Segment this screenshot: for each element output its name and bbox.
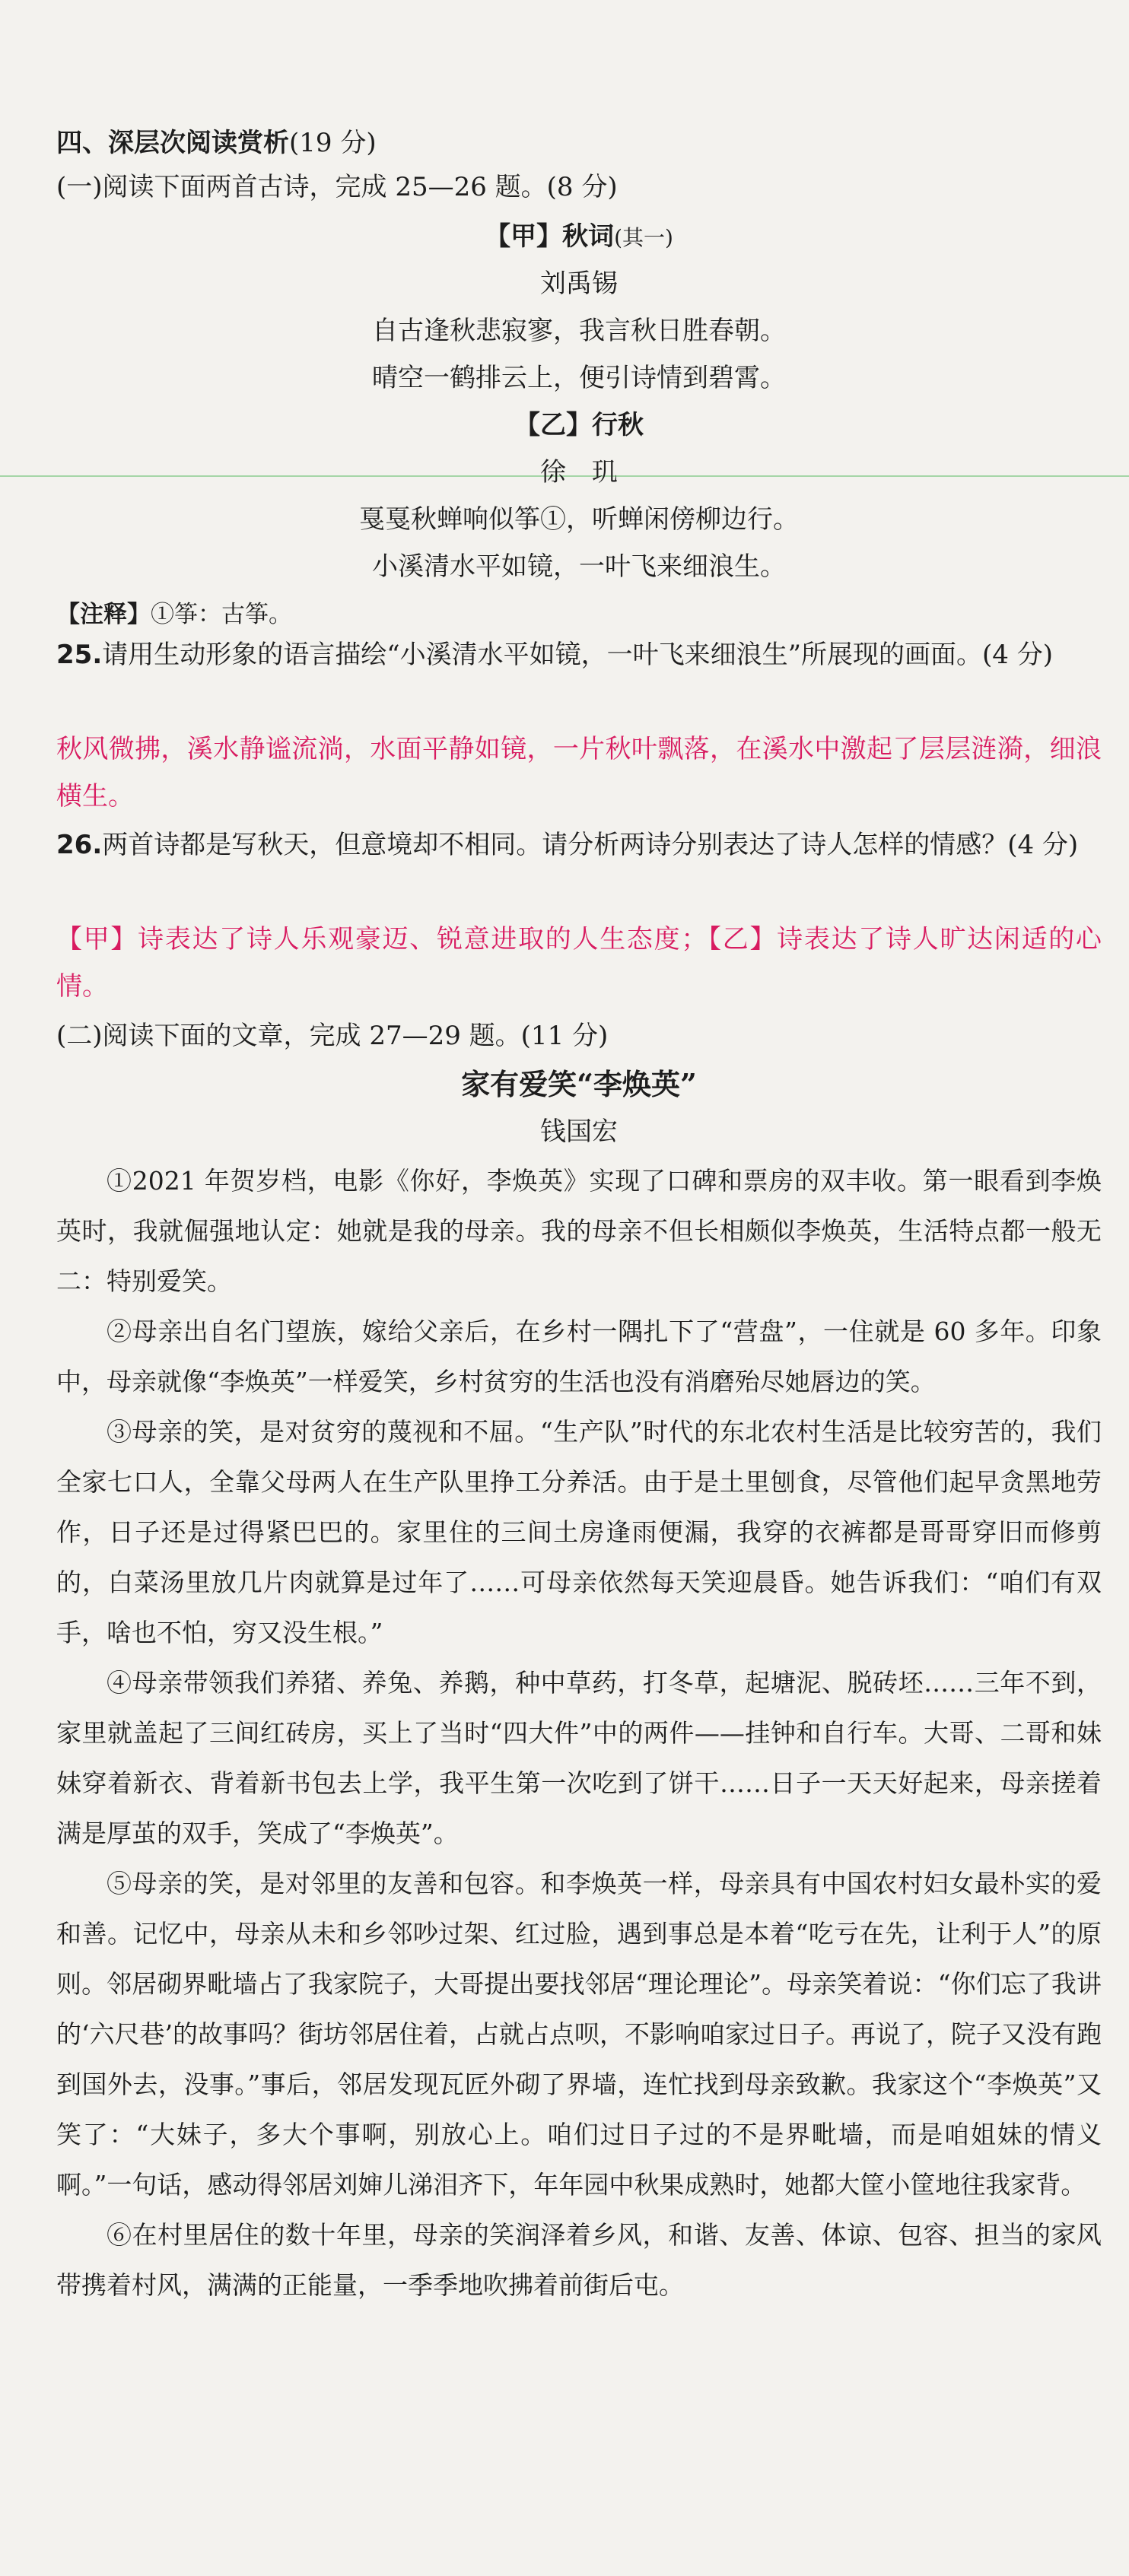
q26-answer: 【甲】诗表达了诗人乐观豪迈、锐意进取的人生态度；【乙】诗表达了诗人旷达闲适的心情。 (56, 924, 1102, 1002)
poem-b-title: 【乙】行秋 (514, 410, 644, 440)
article-title: 家有爱笑“李焕英” (461, 1067, 697, 1101)
section-points: (19 分) (289, 128, 377, 158)
article-body (56, 1156, 1102, 2311)
part2-instruction: (二)阅读下面的文章，完成 27—29 题。(11 分) (56, 1021, 609, 1051)
article-paragraph-4: ④母亲带领我们养猪、养兔、养鹅，种中草药，打冬草，起塘泥、脱砖坯……三年不到，家里就盖起了三间红砖房，买上了当时“四大件”中的两件——挂钟和自行车。大哥、二哥和妹妹穿着新衣、背着新书包去上学，我平生第一次吃到了饼干……日子一天天好起来，母亲搓着满是厚茧的双手，笑成了“李焕英”。 (56, 1668, 1102, 1848)
q25-answer: 秋风微拂，溪水静谧流淌，水面平静如镜，一片秋叶飘落，在溪水中激起了层层涟漪，细浪横生。 (56, 734, 1102, 812)
note-text: ①筝：古筝。 (151, 601, 292, 628)
poem-b-author: 徐 玑 (540, 457, 618, 488)
article-paragraph-3: ③母亲的笑，是对贫穷的蔑视和不屈。“生产队”时代的东北农村生活是比较穷苦的，我们全家七口人，全靠父母两人在生产队里挣工分养活。由于是土里刨食，尽管他们起早贪黑地劳作，日子还是过得紧巴巴的。家里住的三间土房逢雨便漏，我穿的衣裤都是哥哥穿旧而修剪的，白菜汤里放几片肉就算是过年了……可母亲依然每天笑迎晨昏。她告诉我们：“咱们有双手，啥也不怕，穷又没生根。” (56, 1417, 1102, 1647)
article-paragraph-1: ①2021 年贺岁档，电影《你好，李焕英》实现了口碑和票房的双丰收。第一眼看到李焕英时，我就倔强地认定：她就是我的母亲。我的母亲不但长相颇似李焕英，生活特点都一般无二：特别爱笑。 (56, 1166, 1102, 1296)
note-label: 【注释】 (56, 601, 151, 628)
article-paragraph-5: ⑤母亲的笑，是对邻里的友善和包容。和李焕英一样，母亲具有中国农村妇女最朴实的爱和善。记忆中，母亲从未和乡邻吵过架、红过脸，遇到事总是本着“吃亏在先，让利于人”的原则。邻居砌界毗墙占了我家院子，大哥提出要找邻居“理论理论”。母亲笑着说：“你们忘了我讲的‘六尺巷’的故事吗？街坊邻居住着，占就占点呗，不影响咱家过日子。再说了，院子又没有跑到国外去，没事。”事后，邻居发现瓦匠外砌了界墙，连忙找到母亲致歉。我家这个“李焕英”又笑了：“大妹子，多大个事啊，别放心上。咱们过日子过的不是界毗墙，而是咱姐妹的情义啊。”一句话，感动得邻居刘婶儿涕泪齐下，年年园中秋果成熟时，她都大筐小筐地往我家背。 (56, 1869, 1102, 2200)
article-paragraph-2: ②母亲出自名门望族，嫁给父亲后，在乡村一隅扎下了“营盘”，一住就是 60 多年。印象中，母亲就像“李焕英”一样爱笑，乡村贫穷的生活也没有消磨殆尽她唇边的笑。 (56, 1317, 1102, 1396)
section-title: 四、深层次阅读赏析 (56, 128, 289, 158)
poem-b-line-2: 小溪清水平如镜，一叶飞来细浪生。 (372, 551, 786, 582)
q25-number: 25. (56, 640, 103, 670)
part1-instruction: (一)阅读下面两首古诗，完成 25—26 题。(8 分) (56, 172, 618, 202)
poem-a-line-2: 晴空一鹤排云上，便引诗情到碧霄。 (372, 363, 786, 393)
poem-a-author: 刘禹锡 (540, 268, 618, 299)
question-26 (56, 821, 1102, 869)
poem-a-subtitle: (其一) (614, 225, 673, 250)
poem-b-line-1: 戛戛秋蝉响似筝①，听蝉闲傍柳边行。 (359, 504, 799, 535)
poem-a-title (56, 213, 1102, 262)
section-heading (56, 122, 1102, 164)
poem-a-title-text: 【甲】秋词 (485, 221, 615, 252)
article-author: 钱国宏 (540, 1116, 618, 1147)
poem-note (56, 593, 1102, 636)
q26-text: 两首诗都是写秋天，但意境却不相同。请分析两诗分别表达了诗人怎样的情感？(4 分) (102, 830, 1079, 860)
question-25 (56, 631, 1102, 678)
poem-a-line-1: 自古逢秋悲寂寥，我言秋日胜春朝。 (372, 316, 786, 346)
article-paragraph-6: ⑥在村里居住的数十年里，母亲的笑润泽着乡风，和谐、友善、体谅、包容、担当的家风带携着村风，满满的正能量，一季季地吹拂着前街后屯。 (56, 2220, 1102, 2300)
q26-number: 26. (56, 830, 103, 860)
q25-text: 请用生动形象的语言描绘“小溪清水平如镜，一叶飞来细浪生”所展现的画面。(4 分) (102, 640, 1053, 670)
